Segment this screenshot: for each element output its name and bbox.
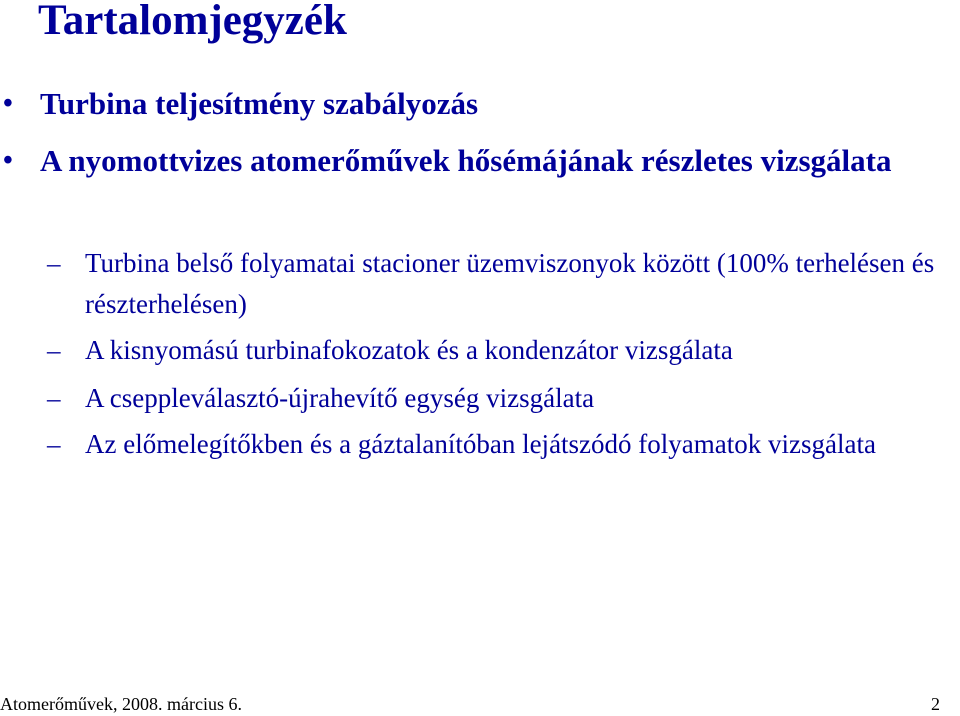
sub-bullet-item <box>0 378 950 419</box>
page-number: 2 <box>931 694 940 714</box>
dash-icon: – <box>47 429 61 459</box>
sub-bullet-item <box>0 243 950 325</box>
footer-text: Atomerőművek, 2008. március 6. <box>0 694 242 714</box>
slide-title: Tartalomjegyzék <box>38 0 347 44</box>
sub-bullet-text: Az előmelegítőkben és a gáztalanítóban lejátszódó folyamatok vizsgálata <box>85 429 876 459</box>
sub-bullet-text: A kisnyomású turbinafokozatok és a kondenzátor vizsgálata <box>85 335 733 365</box>
sub-bullet-text: Turbina belső folyamatai stacioner üzemviszonyok között (100% terhelésen és részterhelésen) <box>85 248 935 319</box>
bullet-item <box>0 135 950 187</box>
bullet-dot-icon: • <box>3 145 13 176</box>
bullet-text: A nyomottvizes atomerőművek hősémájának részletes vizsgálata <box>40 143 892 178</box>
sub-bullet-text: A cseppleválasztó-újrahevítő egység vizsgálata <box>85 383 595 413</box>
bullet-dot-icon: • <box>3 88 13 119</box>
bullet-text: Turbina teljesítmény szabályozás <box>40 86 479 121</box>
sub-bullet-item <box>0 330 950 371</box>
dash-icon: – <box>47 383 61 413</box>
dash-icon: – <box>47 248 61 278</box>
dash-icon: – <box>47 335 61 365</box>
bullet-item <box>0 78 950 130</box>
sub-bullet-item <box>0 424 950 465</box>
